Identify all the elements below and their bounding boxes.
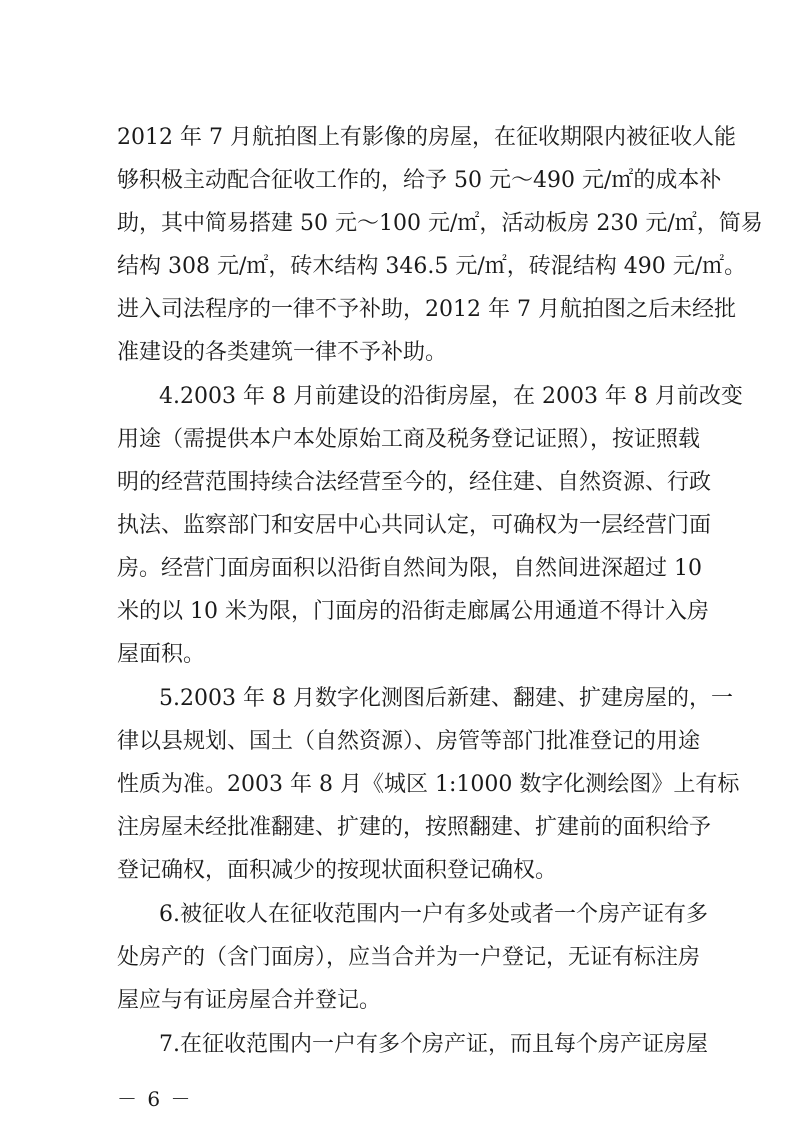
text-line: 2012 年 7 月航拍图上有影像的房屋，在征收期限内被征收人能	[117, 125, 736, 150]
text-line: 执法、监察部门和安居中心共同认定，可确权为一层经营门面	[117, 513, 712, 538]
paragraph-5-first-line: 5.2003 年 8 月数字化测图后新建、翻建、扩建房屋的，一	[159, 686, 733, 711]
text-line: 结构 308 元/㎡，砖木结构 346.5 元/㎡，砖混结构 490 元/㎡。	[117, 254, 747, 279]
text-line: 米的以 10 米为限，门面房的沿街走廊属公用通道不得计入房	[117, 599, 709, 624]
text-line: 用途（需提供本户本处原始工商及税务登记证照），按证照载	[117, 427, 701, 452]
paragraph-6-first-line: 6.被征收人在征收范围内一户有多处或者一个房产证有多	[159, 902, 708, 927]
paragraph-7-first-line: 7.在征收范围内一户有多个房产证，而且每个房产证房屋	[159, 1032, 708, 1057]
text-line: 房。经营门面房面积以沿街自然间为限，自然间进深超过 10	[117, 556, 702, 581]
text-line: 屋面积。	[117, 642, 206, 667]
text-line: 屋应与有证房屋合并登记。	[117, 988, 382, 1013]
text-line: 律以县规划、国土（自然资源）、房管等部门批准登记的用途	[117, 729, 701, 754]
text-line: 助，其中简易搭建 50 元～100 元/㎡，活动板房 230 元/㎡，简易	[117, 211, 763, 236]
text-line: 明的经营范围持续合法经营至今的，经住建、自然资源、行政	[117, 470, 712, 495]
text-line: 进入司法程序的一律不予补助，2012 年 7 月航拍图之后未经批	[117, 297, 736, 322]
page-number: － 6 －	[117, 1087, 193, 1111]
text-line: 性质为准。2003 年 8 月《城区 1:1000 数字化测绘图》上有标	[117, 772, 740, 797]
text-line: 登记确权，面积减少的按现状面积登记确权。	[117, 858, 558, 883]
paragraph-4-first-line: 4.2003 年 8 月前建设的沿街房屋，在 2003 年 8 月前改变	[159, 384, 743, 409]
text-line: 够积极主动配合征收工作的，给予 50 元～490 元/㎡的成本补	[117, 168, 722, 193]
text-line: 处房产的（含门面房），应当合并为一户登记，无证有标注房	[117, 945, 701, 970]
text-line: 准建设的各类建筑一律不予补助。	[117, 340, 448, 365]
text-line: 注房屋未经批准翻建、扩建的，按照翻建、扩建前的面积给予	[117, 815, 712, 840]
